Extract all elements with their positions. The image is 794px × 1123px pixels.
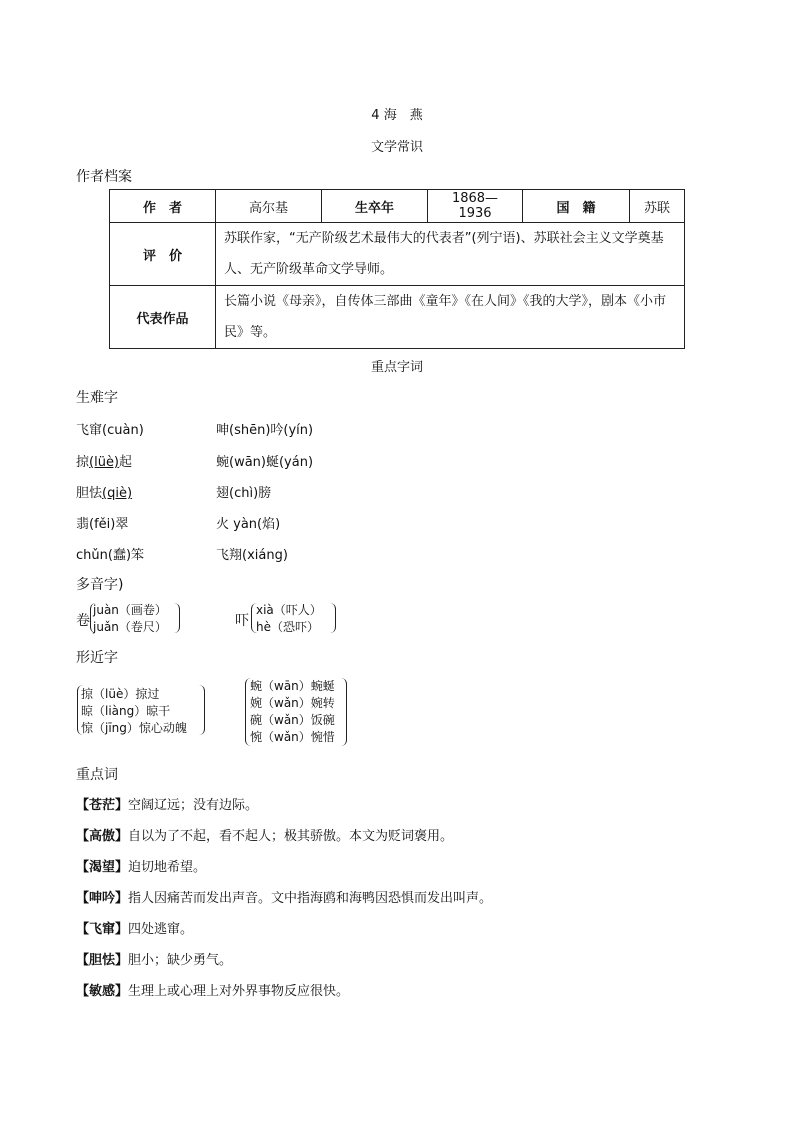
brace-right xyxy=(330,603,336,633)
brace-right xyxy=(174,603,180,633)
section-difficult-chars: 生难字 xyxy=(76,390,118,406)
poly-line: hè（恐吓） xyxy=(256,620,319,634)
brace-right xyxy=(199,685,205,735)
eval-label: 评 价 xyxy=(110,223,216,286)
eval-text: 苏联作家，“无产阶级艺术最伟大的代表者”(列宁语)、苏联社会主义文学奠基人、无产阶级革命文学导师。 xyxy=(216,223,685,286)
term-item: 【高傲】自以为了不起，看不起人；极其骄傲。本文为贬词褒用。 xyxy=(76,829,454,844)
author-table xyxy=(109,189,685,349)
difficult-item: 掠(lüè)起 xyxy=(76,455,133,470)
term-item: 【渴望】迫切地希望。 xyxy=(76,860,207,875)
difficult-item: 飞翔(xiáng) xyxy=(216,548,288,563)
nation-value: 苏联 xyxy=(630,190,685,223)
section-author-file: 作者档案 xyxy=(76,169,132,185)
difficult-item: 呻(shēn)吟(yín) xyxy=(216,423,314,438)
section-similar-chars: 形近字 xyxy=(76,650,118,666)
term-item: 【苍茫】空阔辽远；没有边际。 xyxy=(76,798,259,813)
nation-label: 国 籍 xyxy=(523,190,630,223)
difficult-item: chǔn(蠢)笨 xyxy=(76,548,145,563)
poly-char-juan: 卷 xyxy=(76,613,90,629)
life-label: 生卒年 xyxy=(322,190,428,223)
difficult-item: 飞窜(cuàn) xyxy=(76,423,144,438)
difficult-item: 蜿(wān)蜒(yán) xyxy=(216,455,314,470)
works-text: 长篇小说《母亲》，自传体三部曲《童年》《在人间》《我的大学》，剧本《小市民》等。 xyxy=(216,286,685,349)
similar-item: 惊（jīng）惊心动魄 xyxy=(81,721,187,735)
term-item: 【呻吟】指人因痛苦而发出声音。文中指海鸥和海鸭因恐惧而发出叫声。 xyxy=(76,891,493,906)
page-title: 4 海 燕 xyxy=(371,108,423,123)
similar-item: 晾（liàng）晾干 xyxy=(81,704,171,718)
life-value: 1868—1936 xyxy=(428,190,523,223)
term-item: 【敏感】生理上或心理上对外界事物反应很快。 xyxy=(76,984,350,999)
similar-item: 惋（wǎn）惋惜 xyxy=(250,730,335,744)
section-literary: 文学常识 xyxy=(370,140,423,155)
section-key-terms: 重点词 xyxy=(76,767,118,783)
poly-line: xià（吓人） xyxy=(256,603,322,617)
poly-line: juǎn（卷尺） xyxy=(93,620,167,634)
similar-item: 掠（lüè）掠过 xyxy=(81,687,160,701)
author-label: 作 者 xyxy=(110,190,216,223)
brace-right xyxy=(341,678,347,746)
similar-item: 婉（wǎn）婉转 xyxy=(250,696,335,710)
similar-item: 蜿（wān）蜿蜒 xyxy=(250,679,335,693)
author-value: 高尔基 xyxy=(216,190,322,223)
difficult-item: 翡(fěi)翠 xyxy=(76,517,129,532)
poly-char-xia: 吓 xyxy=(235,613,249,629)
difficult-item: 火 yàn(焰) xyxy=(216,517,281,532)
difficult-item: 翅(chì)膀 xyxy=(216,486,272,501)
difficult-item: 胆怯(qiè) xyxy=(76,486,133,501)
section-key-words: 重点字词 xyxy=(370,360,423,375)
term-item: 【飞窜】四处逃窜。 xyxy=(76,922,194,937)
poly-line: juàn（画卷） xyxy=(93,603,167,617)
works-label: 代表作品 xyxy=(110,286,216,349)
similar-item: 碗（wǎn）饭碗 xyxy=(250,713,335,727)
term-item: 【胆怯】胆小；缺少勇气。 xyxy=(76,953,233,968)
section-polyphonic: 多音字) xyxy=(76,577,124,593)
